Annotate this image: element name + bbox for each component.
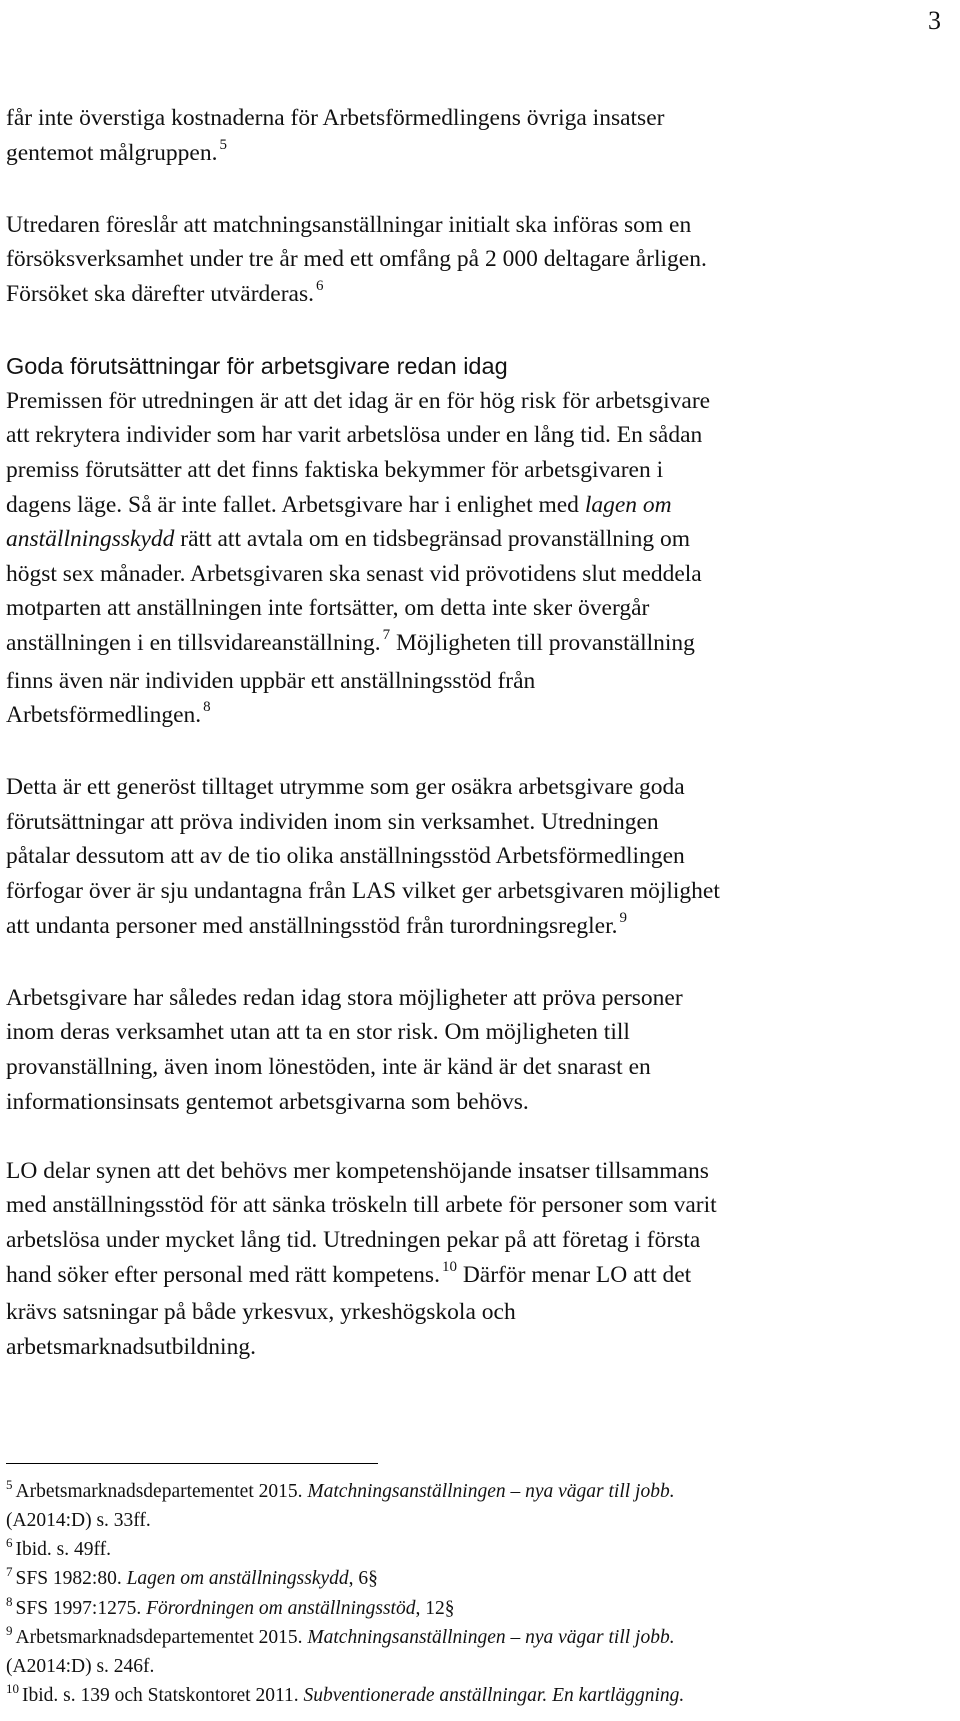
text-line (6, 136, 950, 174)
text-line: finns även när individen uppbär ett anställningsstöd från (6, 667, 536, 694)
footnote-number: 5 (6, 1477, 13, 1492)
text-line: krävs satsningar på både yrkesvux, yrkeshögskola och (6, 1299, 516, 1326)
footnote-tail: , 12§ (415, 1597, 455, 1619)
paragraph-1 (6, 101, 950, 173)
footnote-10 (6, 1682, 950, 1711)
text-line: inom deras verksamhet utan att ta en stor risk. Om möjligheten till (6, 1019, 630, 1046)
text-line (6, 626, 950, 664)
footnote-separator (6, 1463, 378, 1464)
footnote-number: 8 (6, 1593, 13, 1609)
footnote-ref-8[interactable]: 8 (203, 699, 211, 716)
footnote-title: Subventionerade anställningar. En kartläggning. (303, 1684, 685, 1706)
text-span: Därför menar LO att det (462, 1261, 692, 1288)
text-line: provanställning, även inom lönestöden, inte är känd är det snarast en (6, 1054, 651, 1081)
paragraph-6 (6, 1154, 950, 1365)
document-body (6, 101, 950, 1364)
footnote-title: Matchningsanställningen – nya vägar till jobb. (307, 1481, 675, 1502)
text-span: Försöket ska därefter utvärderas. (6, 280, 314, 307)
text-line: motparten att anställningen inte fortsätter, om detta inte sker övergår (6, 595, 650, 622)
footnote-5 (6, 1478, 950, 1507)
text-line: får inte överstiga kostnaderna för Arbetsförmedlingens övriga insatser (6, 105, 665, 131)
text-line: Utredaren föreslår att matchningsanställningar initialt ska införas som en (6, 211, 692, 238)
footnote-8 (6, 1595, 950, 1624)
footnote-number: 7 (6, 1564, 13, 1580)
footnote-ref-5[interactable]: 5 (219, 136, 227, 153)
text-line: med anställningsstöd för att sänka tröskeln till arbete för personer som varit (6, 1192, 717, 1219)
footnote-ref-10[interactable]: 10 (441, 1258, 457, 1275)
footnote-9 (6, 1624, 950, 1653)
footnote-text: Arbetsmarknadsdepartementet 2015. (15, 1481, 303, 1502)
footnote-number: 9 (6, 1623, 13, 1639)
page-number: 3 (928, 6, 941, 35)
footnote-5-cont: (A2014:D) s. 33ff. (6, 1510, 151, 1532)
text-span: gentemot målgruppen. (6, 139, 218, 166)
text-line (6, 1258, 950, 1296)
footnote-title: Lagen om anställningsskydd (126, 1568, 349, 1590)
text-line (6, 698, 950, 736)
text-line: Detta är ett generöst tilltaget utrymme som ger osäkra arbetsgivare goda (6, 774, 685, 801)
paragraph-3 (6, 384, 950, 736)
text-line: förfogar över är sju undantagna från LAS vilket ger arbetsgivaren möjlighet (6, 878, 720, 905)
text-span: dagens läge. Så är inte fallet. Arbetsgivare har i enlighet med (6, 491, 579, 518)
footnote-ref-9[interactable]: 9 (619, 909, 627, 926)
footnote-title: Matchningsanställningen – nya vägar till jobb. (307, 1627, 675, 1649)
footnote-text: SFS 1982:80. (15, 1568, 122, 1590)
footnote-number: 10 (6, 1680, 19, 1696)
text-line: informationsinsats gentemot arbetsgivarna som behövs. (6, 1088, 529, 1115)
text-line (6, 909, 950, 947)
italic-law-name: anställningsskydd (6, 526, 175, 553)
footnote-tail: , 6§ (348, 1568, 378, 1590)
section-heading: Goda förutsättningar för arbetsgivare redan idag (6, 353, 508, 380)
text-span: Arbetsförmedlingen. (6, 702, 202, 729)
italic-law-name: lagen om (584, 491, 672, 518)
footnote-title: Förordningen om anställningsstöd (146, 1597, 416, 1619)
text-line: arbetsmarknadsutbildning. (6, 1333, 256, 1360)
text-line: Arbetsgivare har således redan idag stora möjligheter att pröva personer (6, 984, 683, 1011)
text-line: LO delar synen att det behövs mer kompetenshöjande insatser tillsammans (6, 1157, 709, 1184)
text-line: påtalar dessutom att av de tio olika anställningsstöd Arbetsförmedlingen (6, 843, 685, 870)
text-span: hand söker efter personal med rätt kompetens. (6, 1261, 440, 1288)
text-line (6, 522, 950, 557)
footnote-6 (6, 1536, 950, 1565)
footnote-ref-7[interactable]: 7 (382, 626, 391, 643)
paragraph-4 (6, 770, 950, 946)
text-line: att rekrytera individer som har varit arbetslösa under en lång tid. En sådan (6, 422, 703, 449)
footnote-number: 6 (6, 1534, 13, 1550)
footnote-text: Ibid. s. 49ff. (15, 1538, 112, 1560)
text-line: förutsättningar att pröva individen inom sin verksamhet. Utredningen (6, 808, 659, 835)
text-line: försöksverksamhet under tre år med ett omfång på 2 000 deltagare årligen. (6, 246, 707, 273)
text-line: premiss förutsätter att det finns faktiska bekymmer för arbetsgivaren i (6, 456, 664, 483)
footnote-text: Arbetsmarknadsdepartementet 2015. (15, 1627, 303, 1649)
footnote-text: SFS 1997:1275. (15, 1597, 142, 1619)
text-span: Möjligheten till provanställning (396, 629, 695, 656)
footnotes (6, 1478, 950, 1711)
paragraph-5 (6, 981, 950, 1119)
text-line: högst sex månader. Arbetsgivaren ska senast vid prövotidens slut meddela (6, 560, 702, 587)
footnote-9-cont: (A2014:D) s. 246f. (6, 1656, 155, 1678)
footnote-ref-6[interactable]: 6 (316, 277, 324, 294)
text-span: rätt att avtala om en tidsbegränsad provanställning om (180, 526, 690, 553)
paragraph-2 (6, 208, 950, 315)
text-line (6, 277, 950, 315)
text-line: arbetslösa under mycket lång tid. Utredningen pekar på att företag i första (6, 1227, 701, 1253)
text-span: att undanta personer med anställningsstöd från turordningsregler. (6, 912, 618, 939)
text-line (6, 488, 950, 523)
text-line: Premissen för utredningen är att det idag är en för hög risk för arbetsgivare (6, 387, 711, 414)
footnote-text: Ibid. s. 139 och Statskontoret 2011. (22, 1684, 299, 1706)
footnote-7 (6, 1565, 950, 1594)
text-span: anställningen i en tillsvidareanställning. (6, 629, 381, 656)
